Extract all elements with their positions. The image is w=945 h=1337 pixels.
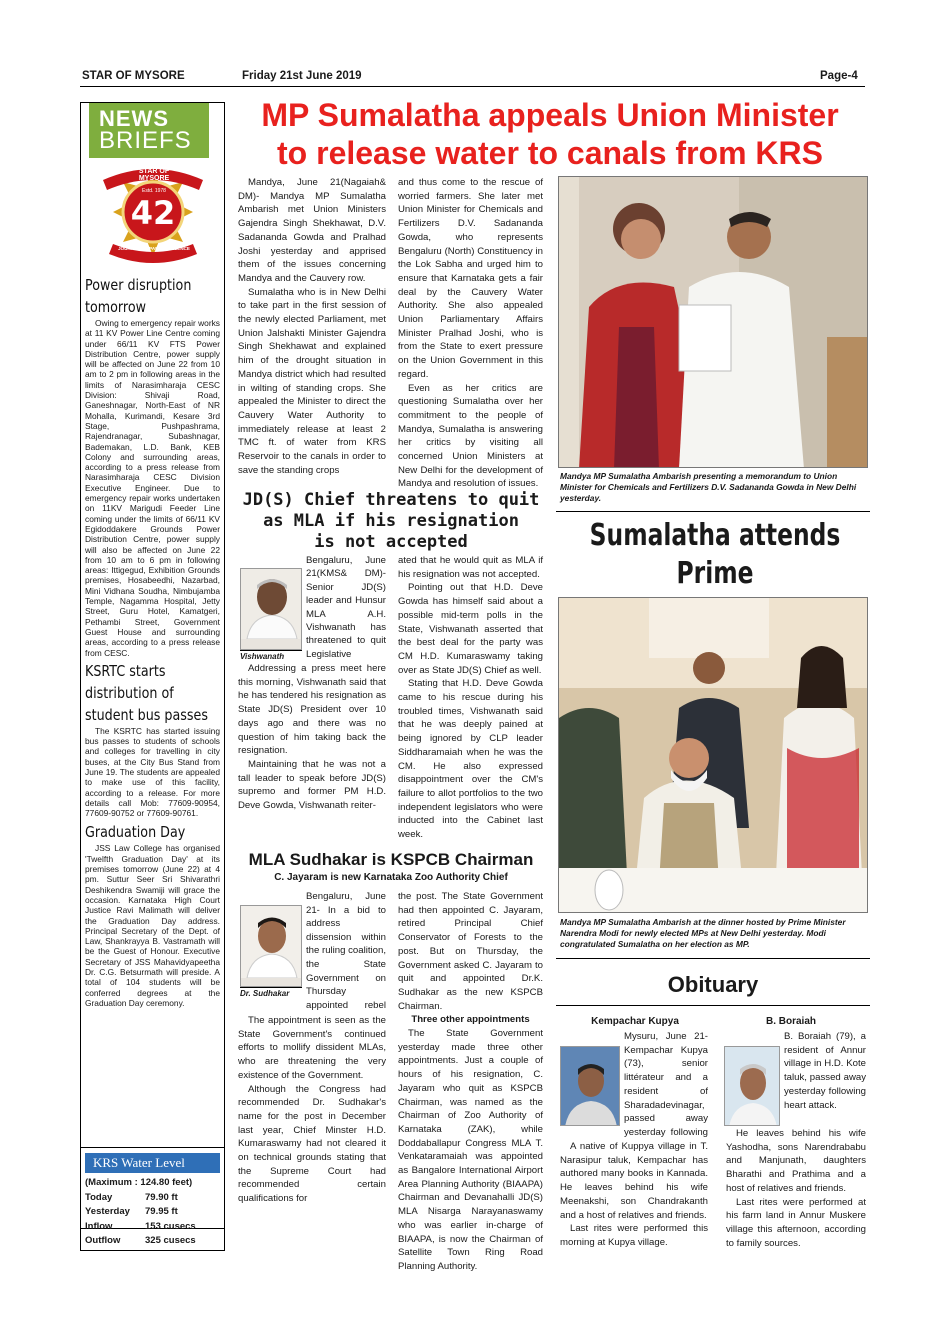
paragraph: He leaves behind his wife Yashodha, sons Narendrababu and Manjunath, daughters Bharathi and Prathima and a host of relatives and friends. [726, 1128, 866, 1194]
obituary-name-2: B. Boraiah [765, 1016, 816, 1027]
jds-lead-paragraph: Bengaluru, June 21(KMS& DM)- Senior JD(S) leader and Hunsur MLA A.H. Vishwanath has threatened to quit Legislative [306, 555, 386, 660]
krs-value: 153 cusecs [145, 1220, 196, 1232]
sudhakar-caption: Dr. Sudhakar [240, 987, 302, 998]
krs-title: KRS Water Level [85, 1153, 220, 1173]
divider [556, 511, 870, 512]
brief-body: JSS Law College has organised 'Twelfth Graduation Day' at its premises tomorrow (June 22) at 4 pm. Suttur Seer Sri Shivarathri Deshikendra Swamiji will grace the occasion. Karnataka High Court Justice Ravi Malimath will deliver the Graduation Day address. Principal Secretary of the Dept. of Law, Shankrayya B. Vastramath will be the Guest of Honour. Executive Secretary of JSS Mahavidyapeetha Dr. C.G. Betsurmath will preside. A total of 104 students will be conferred degrees at the Graduation Day ceremony. [85, 843, 220, 1008]
obituary-column-1 [560, 1030, 708, 1250]
mla-column-2 [398, 890, 543, 1274]
krs-row [85, 1220, 220, 1235]
paragraph: Sumalatha who is in New Delhi to take part in the first session of the newly elected Parliament, met Union Jalshakti Minister Gajendra Singh Shekhawat and explained him of the drought situation in Mandya district which had resulted in wilting of standing crops. She appealed the Minister to direct the Cauvery Water Authority to immediately release at least 2 TMC ft. of water from KRS Reservoir to the canals in order to save the standing crops [238, 286, 386, 476]
brief-heading: KSRTC starts distribution of student bus passes [85, 661, 208, 724]
badge-estd-text: Estd. 1978 [142, 188, 166, 194]
lead-photo-caption: Mandya MP Sumalatha Ambarish presenting a memorandum to Union Minister for Chemicals and Fertilizers D.V. Sadananda Gowda in New Delhi yesterday. [560, 471, 857, 503]
brief-ksrtc [85, 660, 220, 819]
brief-heading: Power disruption tomorrow [85, 276, 192, 316]
paragraph: The State Government yesterday made three other appointments. Just a couple of hours of his resignation, C. Jayaram who quit as KSPCB Chairman, was named as the Chairman of Zoo Authority of Karnataka (ZAK), while Doddaballapur Congress MLA T. Venkataramaiah was appointed as Bangalore International Airport Area Planning Authority (BIAAPA) Chairman and Devanahalli JD(S) MLA Nisarga Narayanaswamy who was earlier in-charge of BIAAPA, is now the Chairman of Satellite Town Ring Road Planning Authority. [398, 1028, 543, 1272]
dinner-photo [558, 597, 868, 913]
obituary-name-1: Kempachar Kupya [591, 1016, 679, 1027]
jds-headline [236, 490, 546, 553]
jds-column-1 [238, 554, 386, 813]
news-briefs-sidebar [80, 102, 225, 1229]
krs-row [85, 1205, 220, 1220]
brief-heading: Graduation Day [85, 823, 186, 842]
krs-table [85, 1176, 220, 1249]
krs-water-level-box [80, 1147, 225, 1251]
divider [556, 1005, 870, 1006]
krs-label: Outflow [85, 1235, 121, 1246]
krs-label: Inflow [85, 1220, 113, 1232]
krs-label: (Maximum : 124.80 feet) [85, 1177, 193, 1188]
krs-value: 325 cusecs [145, 1235, 196, 1246]
paragraph: Mandya, June 21(Nagaiah& DM)- Mandya MP Sumalatha Ambarish met Union Ministers Gajendra Singh Shekhawat, D.V. Sadananda Gowda and Pralhad Joshi yesterday and apprised them of the issues concerning Mandya and the Cauvery row. [238, 177, 386, 284]
dinner-photo-caption: Mandya MP Sumalatha Ambarish at the dinner hosted by Prime Minister Narendra Modi for newly elected MPs at New Delhi yesterday. Modi congratulated Sumalatha on her election as MP. [560, 917, 846, 949]
vishwanath-caption: Vishwanath [240, 650, 302, 661]
paragraph: Although the Congress had recommended Dr. Sudhakar's name for the post in December last year, Chief Minster H.D. Kumaraswamy had not cleared it on technical grounds stating that the Supreme Court had recommended certain qualifications for [238, 1083, 386, 1205]
brief-graduation-day [85, 821, 220, 1008]
badge-ribbon-text: JOURNALISM PAR EXCELLENCE [118, 246, 190, 251]
paragraph: ated that he would quit as MLA if his resignation was not accepted. [398, 555, 543, 580]
badge-number: 42 [130, 194, 176, 232]
paragraph: Maintaining that he was not a tall leader to speak before JD(S) supremo and former PM H.D. Deve Gowda, Vishwanath reiter- [238, 758, 386, 812]
issue-date: Friday 21st June 2019 [242, 70, 362, 82]
jds-column-2 [398, 554, 543, 842]
paragraph: Stating that H.D. Deve Gowda came to his rescue during his troubled times, Vishwanath said that he was deeply pained at being ignored by CLP leader Siddharamaiah when he was the CM. He also expressed disappointment over the CM's failure to allot portfolios to the two independent legislators who were inducted into the Cabinet last week. [398, 678, 543, 841]
brief-body: The KSRTC has started issuing bus passes to students of schools and colleges for travelling in city buses, at the City Bus Stand from June 19. The students are appealed to make use of this facility, according to a release. For more details call Mob: 77609-90954, 77609-90752 or 77609-90761. [85, 725, 220, 819]
obituary-lead-paragraph: B. Boraiah (79), a resident of Annur village in H.D. Kote taluk, passed away yesterday following heart attack. [784, 1031, 866, 1111]
brief-body: Owing to emergency repair works at 11 KV Power Line Centre coming under 66/11 KV FTS Power Distribution Centre, power supply will be affected on June 22 from 10 am to 2 pm in following areas in the limits of Narasimharaja CESC Division: Shivaji Road, Ganeshnagar, North-East of NR Mohalla, Kurimandi, Kesare 3rd Stage, Pushpashrama, Rajendranagar, Subashnagar, Bademakan, L.D. Bank, KEB Colony and surrounding areas, according to a press release from Narasimharaja CESC Division Executive Engineer. Due to emergency repair works undertaken on 11KV Marigudi Feeder Line coming under the limits of 66/11 KV Egidoddakere Grounds Power Distribution Centre, power supply will also be affected on June 22 from 10 am to 6 pm in following areas: Ittigegud, Exhibition Grounds premises, Hosabeedhi, Nazarbad, Mini Vidhana Soudha, Nimbujamba Temple, Nagamma Hospital, Jetty Street, Guru Hotel, Kamatgeri, Pethambi Street, Government Guest House and surrounding areas, according to a press release from CESC. [85, 318, 220, 658]
krs-row [85, 1234, 220, 1249]
obituary-column-2 [726, 1030, 866, 1250]
news-briefs-title-line1: NEWS [99, 106, 169, 131]
jds-headline-line2: as MLA if his resignation [263, 511, 519, 531]
mla-headline: MLA Sudhakar is KSPCB Chairman [248, 850, 534, 869]
divider [556, 958, 870, 959]
jds-lead-wrap [238, 554, 386, 662]
lead-headline [232, 96, 868, 172]
paragraph: Last rites were performed this morning at Kupya village. [560, 1223, 708, 1248]
lead-headline-line1: MP Sumalatha appeals Union Minister [261, 97, 839, 133]
lead-photo [558, 176, 868, 468]
mla-column-1 [238, 890, 386, 1206]
krs-label: Today [85, 1191, 113, 1203]
mla-lead-paragraph: Bengaluru, June 21- In a bid to address dissension within the ruling coalition, the State Government on Thursday appointed rebel [306, 891, 386, 1011]
paragraph: Pointing out that H.D. Deve Gowda has himself said about a possible mid-term polls in the State, Vishwanath asserted that the best deal for the party was CM H.D. Kumaraswamy taking over as State JD(S) Chief as well. [398, 582, 543, 676]
lead-column-1 [238, 176, 386, 477]
paragraph: Addressing a press meet here this morning, Vishwanath said that he has tendered his resignation as State JD(S) President over 10 days ago and there was no question of him taking back the resignation. [238, 663, 386, 757]
mla-subhead-2: Three other appointments [411, 1014, 530, 1026]
news-briefs-title-line2: BRIEFS [99, 127, 192, 154]
header-rule [80, 86, 865, 87]
page-number: Page-4 [820, 70, 858, 82]
publication-name: STAR OF MYSORE [82, 70, 185, 82]
jds-headline-line1: JD(S) Chief threatens to quit [242, 490, 540, 510]
krs-value: 79.90 ft [145, 1191, 178, 1203]
dinner-headline-line1: Sumalatha attends Prime [589, 518, 841, 591]
krs-row [85, 1176, 220, 1191]
obituary-lead-paragraph: Mysuru, June 21- Kempachar Kupya (73), senior littérateur and a resident of Sharadadevinagar, passed away yesterday following [624, 1031, 708, 1138]
krs-row [85, 1191, 220, 1206]
obituary-lead-wrap [560, 1030, 708, 1140]
paragraph: Last rites were performed at his farm land in Annur Muskere village this afternoon, according to family sources. [726, 1196, 866, 1249]
obituary-title: Obituary [667, 972, 759, 997]
news-briefs-title [89, 103, 209, 158]
paragraph: Even as her critics are questioning Sumalatha over her commitment to the people of Mandya, Sumalatha is answering her critics by visiting all concerned Union Ministers at New Delhi for the development of Mandya and resolution of issues. [398, 382, 543, 490]
mla-subhead: C. Jayaram is new Karnataka Zoo Authority Chief [274, 872, 508, 883]
paragraph: and thus come to the rescue of worried farmers. She later met Union Minister for Chemicals and Fertilizers D.V. Sadananda Gowda, who represents Bengaluru (North) Constituency in the Lok Sabha and urged him to ensure that Karnataka gets a fair deal by the Cauvery Water Authority. She also appealed Union Parliamentary Affairs Minister Pralhad Joshi, who is from the State to exert pressure on the Union Government in this regard. [398, 177, 543, 380]
krs-value: 79.95 ft [145, 1206, 178, 1217]
lead-column-2 [398, 176, 543, 491]
obituary-lead-wrap [726, 1030, 866, 1127]
brief-power-disruption [85, 274, 220, 658]
paragraph: A native of Kuppya village in T. Narasipur taluk, Kempachar has authored many books in Kannada. He leaves behind his wife Meenakshi, son Chandrakanth and a host of relatives and friends. [560, 1141, 708, 1221]
star-of-mysore-42-badge-icon [85, 158, 220, 266]
jds-headline-line3: is not accepted [314, 532, 468, 552]
lead-headline-line2: to release water to canals from KRS [277, 135, 823, 171]
paragraph: The appointment is seen as the State Government's continued efforts to mollify dissident MLAs, who are threatening the very existence of the Government. [238, 1015, 386, 1081]
krs-label: Yesterday [85, 1206, 130, 1217]
paragraph: the post. The State Government had then appointed C. Jayaram, retired Principal Chief Conservator of Forests to the post. But on Thursday, the Government asked C. Jayaram to quit and appointed Dr.K. Sudhakar as the new KSPCB Chairman. [398, 891, 543, 1012]
badge-top-text: STAR OF MYSORE [138, 168, 170, 182]
mla-lead-wrap [238, 890, 386, 1014]
